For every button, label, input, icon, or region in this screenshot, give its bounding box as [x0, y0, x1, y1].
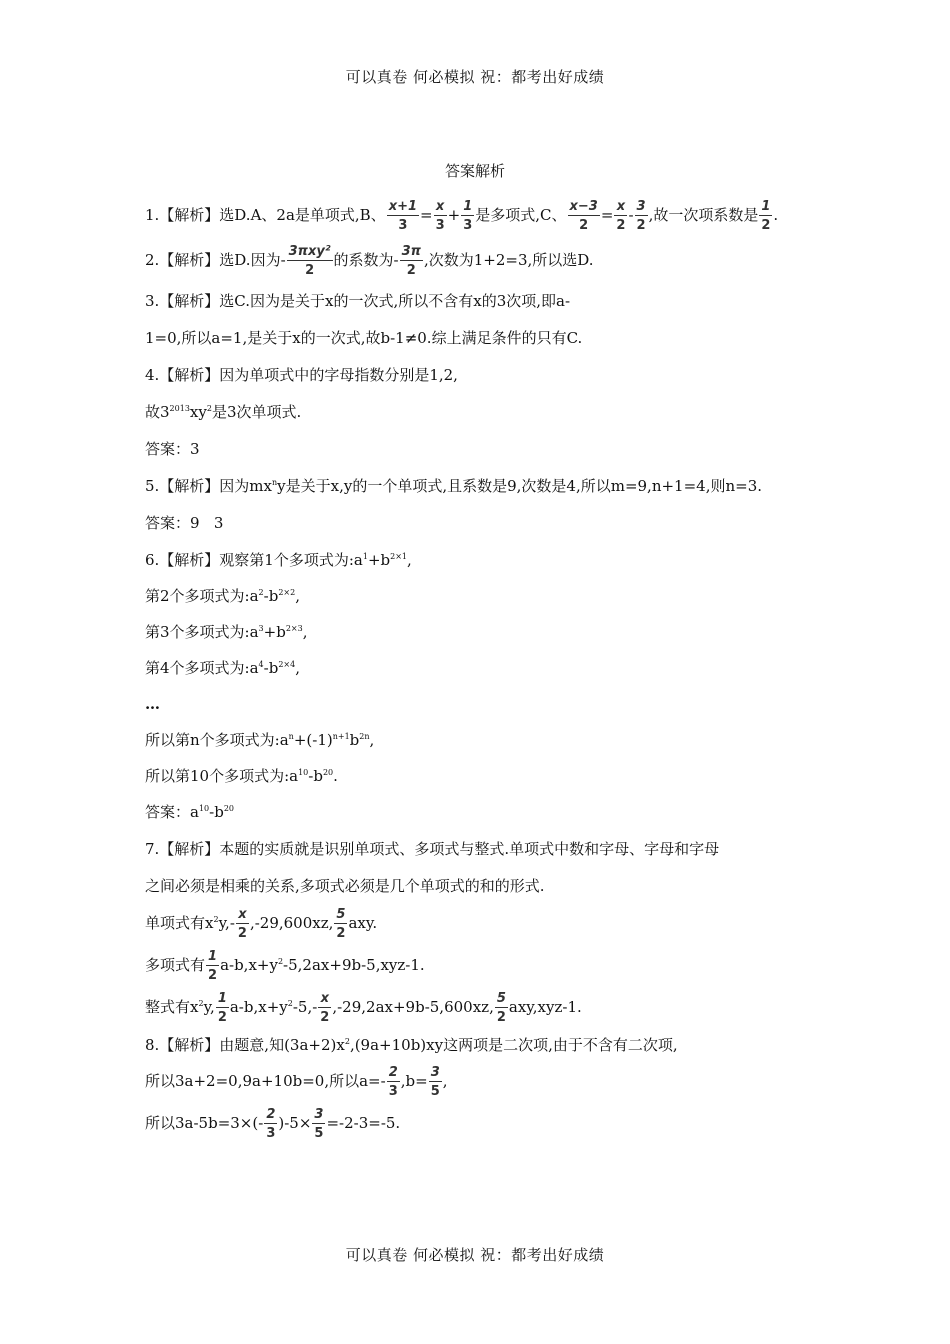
text: xy [189, 403, 207, 421]
q3-line-2: 1=0,所以a=1,是关于x的一次式,故b-1≠0.综上满足条件的只有C. [145, 329, 583, 347]
answer-content [145, 200, 825, 1155]
q4-line-1: 4.【解析】因为单项式中的字母指数分别是1,2, [145, 366, 458, 384]
fraction: $\frac{2}{3}$ [388, 1065, 398, 1099]
q8-line-3: 所以3a-5b=3×(- $\frac{2}{3}$ )-5× $\frac{3}{5}$ =-2-3=-5. [145, 1107, 401, 1141]
fraction: $\frac{5}{2}$ [336, 907, 346, 941]
fraction: $\frac{x-3}{2}$ [569, 199, 598, 233]
text: y是关于x,y的一个单项式,且系数是9,次数是4,所以m=9,n+1=4,则n=3. [277, 477, 763, 495]
text: = [600, 206, 614, 224]
q7-monomials: 单项式有$x^2y,-$ $\frac{x}{2}$ ,-29,600xz, $\frac{5}{2}$ axy. [145, 907, 378, 941]
text: 5.【解析】因为mx [145, 477, 272, 495]
q7-line-2: 之间必须是相乘的关系,多项式必须是几个单项式的和的形式. [145, 877, 545, 895]
q5-line [145, 475, 825, 497]
fraction: $\frac{\text{3πxy²}}{2}$ [288, 244, 331, 278]
fraction: $\frac{x}{2}$ [616, 199, 626, 233]
superscript: 2 [206, 404, 212, 413]
fraction: $\frac{3}{5}$ [314, 1107, 324, 1141]
text: + [447, 206, 461, 224]
fraction: $\frac{x}{3}$ [435, 199, 445, 233]
text: ,次数为1+2=3,所以选D. [423, 251, 594, 269]
q5-answer: 答案：9 3 [145, 514, 224, 532]
q6-line-6: 所以第10个多项式为$:a^{10}-b^{20}$. [145, 767, 338, 785]
q3-line-1: 3.【解析】选C.因为是关于x的一次式,所以不含有x的3次项,即a- [145, 292, 571, 310]
text: 1.【解析】选D.A、2a是单项式,B、 [145, 206, 386, 224]
q7-line-1: 7.【解析】本题的实质就是识别单项式、多项式与整式.单项式中数和字母、字母和字母 [145, 840, 720, 858]
q6-line-4: 第4个多项式为$:a^4-b^{2\times 4}$, [145, 659, 300, 677]
fraction: $\frac{x}{2}$ [320, 991, 330, 1025]
text: 故3 [145, 403, 170, 421]
q7-integral-expressions: 整式有$x^2y$, $\frac{1}{2}$ $a-b,x+y^2-5,-$ $\frac{x}{2}$ ,-29,2ax+9b-5,600xz, $\frac{5}{2}$ axy,xyz-1. [145, 991, 582, 1025]
q6-ellipsis: … [145, 695, 160, 713]
q8-line-1: 8.【解析】由题意,知$(3a+2)x^2,(9a+10b)xy$这两项是二次项,由于不含有二次项, [145, 1036, 678, 1054]
fraction: $\frac{x+1}{3}$ [388, 199, 418, 233]
text: 是3次单项式. [211, 403, 302, 421]
q6-line-5: 所以第n个多项式为$:a^n+(-1)^{n+1}b^{2n}$, [145, 731, 375, 749]
q2-line [145, 245, 825, 277]
text: - [628, 206, 634, 224]
text: = [420, 206, 433, 224]
q8-line-2: 所以3a+2=0,9a+10b=0,所以a=- $\frac{2}{3}$ ,b= $\frac{3}{5}$ , [145, 1065, 448, 1099]
fraction: $\frac{3}{5}$ [430, 1065, 440, 1099]
fraction: $\frac{1}{2}$ [761, 199, 771, 233]
text: 2.【解析】选D.因为- [145, 251, 286, 269]
q4-answer: 答案：3 [145, 440, 200, 458]
fraction: $\frac{3\pi}{2}$ [401, 244, 421, 278]
q6-answer: 答案：$a^{10}-b^{20}$ [145, 803, 234, 821]
q6-line-2: 第2个多项式为$:a^2-b^{2\times 2}$, [145, 587, 300, 605]
text: ,故一次项系数是 [648, 206, 759, 224]
text: 是多项式,C、 [475, 206, 567, 224]
fraction: $\frac{1}{3}$ [463, 199, 473, 233]
page-footer: 可以真卷 何必模拟 祝：都考出好成绩 [345, 1246, 605, 1264]
fraction: $\frac{1}{2}$ [217, 991, 227, 1025]
page-title: 答案解析 [444, 162, 505, 180]
q6-line-3: 第3个多项式为$:a^3+b^{2\times 3}$, [145, 623, 308, 641]
superscript: 2013 [169, 404, 190, 413]
fraction: $\frac{1}{2}$ [208, 949, 218, 983]
page-header: 可以真卷 何必模拟 祝：都考出好成绩 [345, 68, 605, 86]
fraction: $\frac{3}{2}$ [636, 199, 646, 233]
text: 的系数为- [333, 251, 399, 269]
fraction: $\frac{x}{2}$ [237, 907, 247, 941]
q4-line-2 [145, 401, 825, 423]
text: . [773, 206, 779, 224]
superscript: n [272, 478, 278, 487]
q1-line [145, 200, 825, 232]
fraction: $\frac{5}{2}$ [496, 991, 506, 1025]
q7-polynomials: 多项式有 $\frac{1}{2}$ $a-b,x+y^2-5,2ax+9b-5,xyz-1$. [145, 949, 425, 983]
fraction: $\frac{2}{3}$ [266, 1107, 276, 1141]
q6-line-1: 6.【解析】观察第1个多项式为$:a^1+b^{2\times 1}$, [145, 551, 412, 569]
